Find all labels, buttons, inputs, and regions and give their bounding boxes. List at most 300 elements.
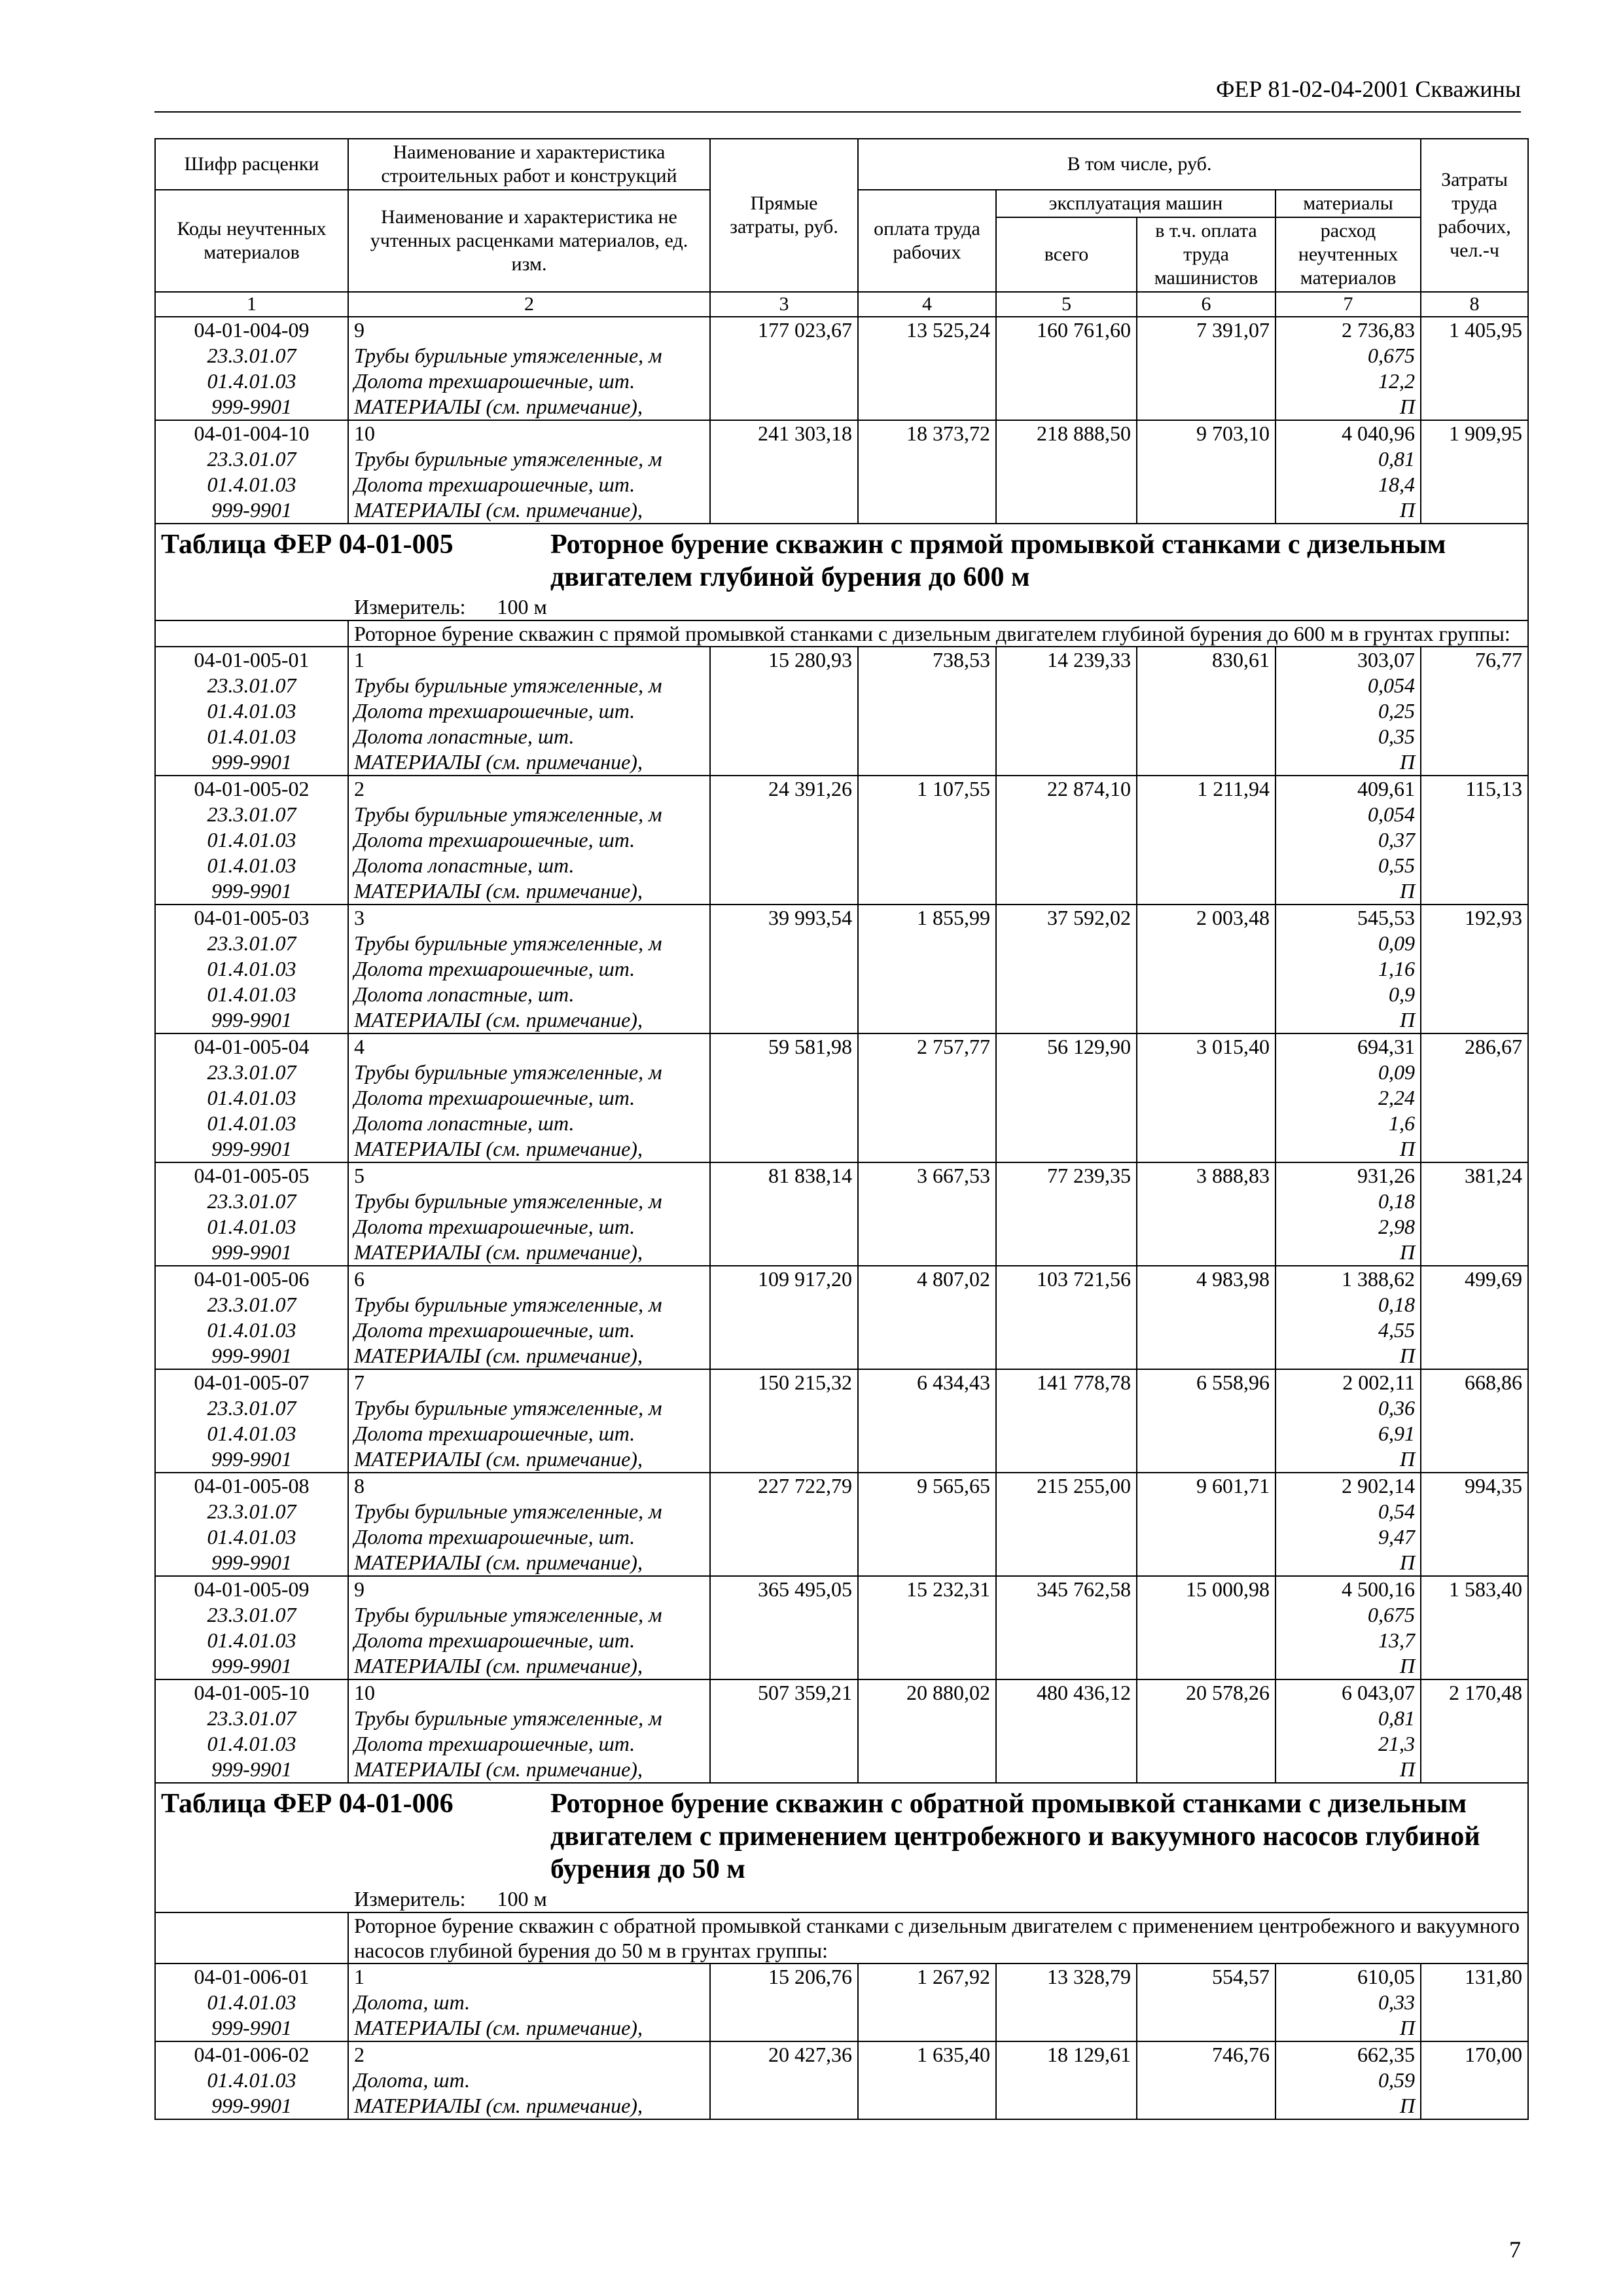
empty-cell: [1137, 497, 1275, 524]
empty-cell: [996, 1524, 1137, 1550]
material-amount: 6,91: [1275, 1421, 1421, 1446]
labor-pay: 1 635,40: [858, 2041, 996, 2068]
material-code: 01.4.01.03: [155, 1628, 348, 1653]
material-amount: 0,36: [1275, 1395, 1421, 1421]
material-code: 01.4.01.03: [155, 1111, 348, 1136]
machines-total: 218 888,50: [996, 420, 1137, 446]
header-direct-costs: Прямые затраты, руб.: [710, 139, 858, 292]
material-code: 999-9901: [155, 394, 348, 420]
material-row: [155, 2093, 1528, 2119]
material-code: 01.4.01.03: [155, 1731, 348, 1757]
material-name: МАТЕРИАЛЫ (см. примечание),: [348, 497, 710, 524]
empty-cell: [996, 368, 1137, 394]
material-amount: 0,37: [1275, 827, 1421, 853]
material-row: [155, 1499, 1528, 1524]
direct-costs: 109 917,20: [710, 1266, 858, 1292]
empty-cell: [1137, 1421, 1275, 1446]
empty-cell: [1421, 1007, 1528, 1033]
rate-name: 4: [348, 1033, 710, 1060]
material-amount: П: [1275, 497, 1421, 524]
empty-cell: [996, 2015, 1137, 2041]
empty-cell: [996, 1421, 1137, 1446]
material-row: [155, 1653, 1528, 1679]
empty-cell: [1421, 472, 1528, 497]
empty-cell: [996, 1292, 1137, 1318]
material-row: [155, 368, 1528, 394]
materials-cost: 694,31: [1275, 1033, 1421, 1060]
empty-cell: [1137, 1007, 1275, 1033]
machines-total: 160 761,60: [996, 317, 1137, 343]
rate-code: 04-01-005-02: [155, 776, 348, 802]
machines-total: 13 328,79: [996, 1964, 1137, 1990]
rate-row: [155, 1576, 1528, 1602]
empty-cell: [1137, 2068, 1275, 2093]
material-name: Долота трехшарошечные, шт.: [348, 1421, 710, 1446]
material-amount: П: [1275, 749, 1421, 776]
empty-cell: [996, 2068, 1137, 2093]
empty-cell: [858, 673, 996, 698]
material-row: [155, 1214, 1528, 1240]
empty-cell: [996, 1446, 1137, 1473]
empty-cell: [1421, 497, 1528, 524]
empty-cell: [1421, 1136, 1528, 1162]
labor-pay: 13 525,24: [858, 317, 996, 343]
rate-code: 04-01-004-10: [155, 420, 348, 446]
empty-cell: [996, 1395, 1137, 1421]
empty-cell: [858, 1343, 996, 1369]
material-code: 01.4.01.03: [155, 982, 348, 1007]
empty-cell: [1421, 1628, 1528, 1653]
rate-name: 1: [348, 647, 710, 673]
rate-record: [155, 1369, 1528, 1473]
material-code: 999-9901: [155, 1343, 348, 1369]
material-name: Долота трехшарошечные, шт.: [348, 827, 710, 853]
material-code: 01.4.01.03: [155, 1524, 348, 1550]
material-name: МАТЕРИАЛЫ (см. примечание),: [348, 1007, 710, 1033]
material-row: [155, 802, 1528, 827]
empty-cell: [996, 1318, 1137, 1343]
machinists-pay: 3 888,83: [1137, 1162, 1275, 1189]
material-row: [155, 1602, 1528, 1628]
material-code: 999-9901: [155, 1446, 348, 1473]
empty-cell: [1421, 1189, 1528, 1214]
empty-cell: [1137, 1214, 1275, 1240]
empty-cell: [1421, 1757, 1528, 1783]
rate-row: [155, 1033, 1528, 1060]
materials-cost: 1 388,62: [1275, 1266, 1421, 1292]
material-row: [155, 827, 1528, 853]
empty-cell: [858, 853, 996, 878]
labor-pay: 3 667,53: [858, 1162, 996, 1189]
empty-cell: [710, 1395, 858, 1421]
header-labor-pay: оплата труда рабочих: [858, 190, 996, 292]
empty-cell: [858, 1706, 996, 1731]
material-code: 01.4.01.03: [155, 472, 348, 497]
rate-name: 6: [348, 1266, 710, 1292]
empty-cell: [1137, 1343, 1275, 1369]
empty-cell: [1137, 1550, 1275, 1576]
machines-total: 18 129,61: [996, 2041, 1137, 2068]
direct-costs: 20 427,36: [710, 2041, 858, 2068]
material-row: [155, 1757, 1528, 1783]
measure-value: 100 м: [497, 595, 547, 619]
materials-cost: 931,26: [1275, 1162, 1421, 1189]
material-row: [155, 446, 1528, 472]
material-name: МАТЕРИАЛЫ (см. примечание),: [348, 878, 710, 905]
empty-cell: [996, 931, 1137, 956]
table-title-block: [161, 528, 1522, 594]
header-labor-costs: Затраты труда рабочих, чел.-ч: [1421, 139, 1528, 292]
machinists-pay: 6 558,96: [1137, 1369, 1275, 1395]
rate-row: [155, 905, 1528, 931]
material-amount: 4,55: [1275, 1318, 1421, 1343]
rate-name: 10: [348, 1679, 710, 1706]
empty-cell: [858, 802, 996, 827]
material-name: Долота, шт.: [348, 2068, 710, 2093]
rate-row: [155, 317, 1528, 343]
empty-cell: [858, 698, 996, 724]
material-amount: 0,054: [1275, 802, 1421, 827]
material-name: МАТЕРИАЛЫ (см. примечание),: [348, 1653, 710, 1679]
empty-cell: [996, 827, 1137, 853]
empty-cell: [710, 1602, 858, 1628]
material-row: [155, 1628, 1528, 1653]
materials-cost: 2 002,11: [1275, 1369, 1421, 1395]
empty-cell: [1421, 724, 1528, 749]
empty-cell: [996, 698, 1137, 724]
header-machines: эксплуатация машин: [996, 190, 1275, 217]
empty-cell: [858, 878, 996, 905]
empty-cell: [1137, 1189, 1275, 1214]
machines-total: 37 592,02: [996, 905, 1137, 931]
material-amount: 0,81: [1275, 1706, 1421, 1731]
empty-cell: [1137, 698, 1275, 724]
direct-costs: 15 206,76: [710, 1964, 858, 1990]
material-row: [155, 878, 1528, 905]
empty-cell: [1137, 1240, 1275, 1266]
empty-cell: [996, 1706, 1137, 1731]
material-amount: П: [1275, 1343, 1421, 1369]
machinists-pay: 746,76: [1137, 2041, 1275, 2068]
empty-cell: [1421, 1731, 1528, 1757]
empty-cell: [1421, 343, 1528, 368]
empty-cell: [1421, 2015, 1528, 2041]
empty-cell: [858, 472, 996, 497]
empty-cell: [710, 698, 858, 724]
labor-costs: 286,67: [1421, 1033, 1528, 1060]
empty-cell: [858, 1731, 996, 1757]
rate-code: 04-01-005-10: [155, 1679, 348, 1706]
rate-record: [155, 1266, 1528, 1369]
direct-costs: 24 391,26: [710, 776, 858, 802]
material-name: МАТЕРИАЛЫ (см. примечание),: [348, 2093, 710, 2119]
table-caption: Роторное бурение скважин с обратной промывкой станками с дизельным двигателем с применением центробежного и вакуумного насосов глубиной бурения до 50 м: [550, 1789, 1480, 1884]
empty-cell: [1421, 956, 1528, 982]
material-name: Долота лопастные, шт.: [348, 982, 710, 1007]
material-code: 01.4.01.03: [155, 1421, 348, 1446]
empty-cell: [1137, 472, 1275, 497]
material-row: [155, 1550, 1528, 1576]
rate-row: [155, 1679, 1528, 1706]
labor-costs: 1 405,95: [1421, 317, 1528, 343]
material-row: [155, 698, 1528, 724]
material-row: [155, 2068, 1528, 2093]
material-name: Долота трехшарошечные, шт.: [348, 1085, 710, 1111]
material-amount: 0,33: [1275, 1990, 1421, 2015]
table-intro-text: Роторное бурение скважин с обратной промывкой станками с дизельным двигателем с применением центробежного и вакуумного насосов глубиной бурения до 50 м в грунтах группы:: [348, 1912, 1528, 1964]
material-code: 23.3.01.07: [155, 1499, 348, 1524]
measure-label: Измеритель:: [354, 1887, 466, 1910]
empty-cell: [1421, 1111, 1528, 1136]
material-code: 01.4.01.03: [155, 698, 348, 724]
material-row: [155, 1446, 1528, 1473]
empty-cell: [996, 1628, 1137, 1653]
rate-name: 5: [348, 1162, 710, 1189]
empty-cell: [710, 878, 858, 905]
material-row: [155, 749, 1528, 776]
empty-cell: [710, 368, 858, 394]
material-name: Трубы бурильные утяжеленные, м: [348, 1499, 710, 1524]
material-name: Трубы бурильные утяжеленные, м: [348, 343, 710, 368]
material-code: 999-9901: [155, 2015, 348, 2041]
empty-cell: [710, 1990, 858, 2015]
materials-cost: 2 736,83: [1275, 317, 1421, 343]
machines-total: 77 239,35: [996, 1162, 1137, 1189]
table-section: [155, 1783, 1528, 1964]
material-amount: 2,98: [1275, 1214, 1421, 1240]
material-amount: П: [1275, 394, 1421, 420]
empty-cell: [710, 1318, 858, 1343]
empty-cell: [710, 1628, 858, 1653]
material-name: МАТЕРИАЛЫ (см. примечание),: [348, 394, 710, 420]
material-row: [155, 724, 1528, 749]
machinists-pay: 3 015,40: [1137, 1033, 1275, 1060]
empty-cell: [858, 1292, 996, 1318]
empty-cell: [710, 1524, 858, 1550]
empty-cell: [710, 1292, 858, 1318]
empty-cell: [1137, 1085, 1275, 1111]
rate-code: 04-01-005-01: [155, 647, 348, 673]
empty-cell: [155, 620, 348, 647]
machinists-pay: 15 000,98: [1137, 1576, 1275, 1602]
material-name: Долота трехшарошечные, шт.: [348, 1628, 710, 1653]
empty-cell: [996, 472, 1137, 497]
material-row: [155, 1731, 1528, 1757]
material-code: 23.3.01.07: [155, 1395, 348, 1421]
empty-cell: [858, 931, 996, 956]
material-name: Долота лопастные, шт.: [348, 853, 710, 878]
machinists-pay: 554,57: [1137, 1964, 1275, 1990]
material-code: 999-9901: [155, 1136, 348, 1162]
empty-cell: [996, 749, 1137, 776]
rate-code: 04-01-005-04: [155, 1033, 348, 1060]
material-name: Долота трехшарошечные, шт.: [348, 1318, 710, 1343]
empty-cell: [858, 724, 996, 749]
empty-cell: [1421, 1499, 1528, 1524]
empty-cell: [1421, 1240, 1528, 1266]
rate-row: [155, 420, 1528, 446]
rate-row: [155, 1473, 1528, 1499]
empty-cell: [1421, 827, 1528, 853]
empty-cell: [858, 749, 996, 776]
rate-record: [155, 647, 1528, 776]
rate-name: 2: [348, 776, 710, 802]
empty-cell: [1137, 1653, 1275, 1679]
direct-costs: 81 838,14: [710, 1162, 858, 1189]
material-amount: 13,7: [1275, 1628, 1421, 1653]
empty-cell: [710, 1421, 858, 1446]
materials-cost: 6 043,07: [1275, 1679, 1421, 1706]
labor-pay: 9 565,65: [858, 1473, 996, 1499]
direct-costs: 177 023,67: [710, 317, 858, 343]
empty-cell: [710, 1653, 858, 1679]
material-code: 01.4.01.03: [155, 1318, 348, 1343]
empty-cell: [1137, 1446, 1275, 1473]
header-materials: материалы: [1275, 190, 1421, 217]
empty-cell: [996, 1731, 1137, 1757]
rate-code: 04-01-006-02: [155, 2041, 348, 2068]
empty-cell: [1137, 1499, 1275, 1524]
material-row: [155, 2015, 1528, 2041]
material-amount: 0,54: [1275, 1499, 1421, 1524]
material-code: 23.3.01.07: [155, 1602, 348, 1628]
empty-cell: [1421, 1292, 1528, 1318]
empty-cell: [1137, 2015, 1275, 2041]
rate-row: [155, 1964, 1528, 1990]
material-amount: 0,18: [1275, 1189, 1421, 1214]
labor-costs: 2 170,48: [1421, 1679, 1528, 1706]
material-row: [155, 472, 1528, 497]
rate-name: 2: [348, 2041, 710, 2068]
labor-costs: 381,24: [1421, 1162, 1528, 1189]
labor-pay: 20 880,02: [858, 1679, 996, 1706]
empty-cell: [858, 1524, 996, 1550]
empty-cell: [1421, 1060, 1528, 1085]
rate-record: [155, 1162, 1528, 1266]
machines-total: 56 129,90: [996, 1033, 1137, 1060]
labor-costs: 76,77: [1421, 647, 1528, 673]
material-row: [155, 1421, 1528, 1446]
labor-costs: 994,35: [1421, 1473, 1528, 1499]
empty-cell: [1421, 802, 1528, 827]
machines-total: 103 721,56: [996, 1266, 1137, 1292]
empty-cell: [155, 1912, 348, 1964]
material-code: 01.4.01.03: [155, 853, 348, 878]
empty-cell: [1137, 827, 1275, 853]
material-code: 999-9901: [155, 1757, 348, 1783]
material-name: Трубы бурильные утяжеленные, м: [348, 1189, 710, 1214]
material-code: 999-9901: [155, 1007, 348, 1033]
column-number: 5: [996, 292, 1137, 317]
rate-code: 04-01-005-03: [155, 905, 348, 931]
empty-cell: [710, 1240, 858, 1266]
table-title-block: [161, 1787, 1522, 1886]
material-code: 23.3.01.07: [155, 673, 348, 698]
machines-total: 215 255,00: [996, 1473, 1137, 1499]
material-name: МАТЕРИАЛЫ (см. примечание),: [348, 749, 710, 776]
empty-cell: [710, 1550, 858, 1576]
direct-costs: 365 495,05: [710, 1576, 858, 1602]
material-row: [155, 1136, 1528, 1162]
empty-cell: [996, 1757, 1137, 1783]
empty-cell: [858, 1446, 996, 1473]
material-code: 999-9901: [155, 749, 348, 776]
empty-cell: [710, 472, 858, 497]
empty-cell: [996, 673, 1137, 698]
material-name: МАТЕРИАЛЫ (см. примечание),: [348, 1446, 710, 1473]
empty-cell: [1421, 446, 1528, 472]
empty-cell: [1421, 1706, 1528, 1731]
material-name: МАТЕРИАЛЫ (см. примечание),: [348, 1136, 710, 1162]
empty-cell: [996, 1990, 1137, 2015]
rate-name: 9: [348, 1576, 710, 1602]
rate-code: 04-01-004-09: [155, 317, 348, 343]
material-code: 23.3.01.07: [155, 931, 348, 956]
rate-name: 10: [348, 420, 710, 446]
material-code: 01.4.01.03: [155, 368, 348, 394]
empty-cell: [1137, 1524, 1275, 1550]
material-amount: П: [1275, 2093, 1421, 2119]
material-row: [155, 982, 1528, 1007]
material-row: [155, 853, 1528, 878]
empty-cell: [1421, 1446, 1528, 1473]
header-work-name: Наименование и характеристика строительных работ и конструкций: [348, 139, 710, 190]
empty-cell: [1137, 956, 1275, 982]
material-name: Трубы бурильные утяжеленные, м: [348, 446, 710, 472]
machinists-pay: 4 983,98: [1137, 1266, 1275, 1292]
rate-name: 8: [348, 1473, 710, 1499]
material-code: 23.3.01.07: [155, 1189, 348, 1214]
direct-costs: 241 303,18: [710, 420, 858, 446]
empty-cell: [996, 724, 1137, 749]
material-amount: 0,18: [1275, 1292, 1421, 1318]
page-number: 7: [1509, 2236, 1521, 2263]
material-amount: 0,09: [1275, 931, 1421, 956]
material-name: Долота трехшарошечные, шт.: [348, 1731, 710, 1757]
machines-total: 345 762,58: [996, 1576, 1137, 1602]
machinists-pay: 9 703,10: [1137, 420, 1275, 446]
material-code: 01.4.01.03: [155, 2068, 348, 2093]
material-name: Долота трехшарошечные, шт.: [348, 368, 710, 394]
empty-cell: [1137, 446, 1275, 472]
empty-cell: [858, 1757, 996, 1783]
empty-cell: [996, 802, 1137, 827]
empty-cell: [996, 1085, 1137, 1111]
material-amount: 18,4: [1275, 472, 1421, 497]
empty-cell: [858, 1240, 996, 1266]
measure-value: 100 м: [497, 1887, 547, 1910]
empty-cell: [1421, 1085, 1528, 1111]
empty-cell: [996, 446, 1137, 472]
labor-costs: 1 909,95: [1421, 420, 1528, 446]
material-name: Трубы бурильные утяжеленные, м: [348, 802, 710, 827]
empty-cell: [710, 497, 858, 524]
empty-cell: [996, 982, 1137, 1007]
material-code: 999-9901: [155, 2093, 348, 2119]
material-amount: 0,9: [1275, 982, 1421, 1007]
empty-cell: [710, 1136, 858, 1162]
running-header: ФЕР 81-02-04-2001 Скважины: [154, 73, 1521, 113]
material-amount: П: [1275, 1550, 1421, 1576]
material-name: МАТЕРИАЛЫ (см. примечание),: [348, 1757, 710, 1783]
empty-cell: [996, 878, 1137, 905]
rate-row: [155, 1266, 1528, 1292]
empty-cell: [858, 2015, 996, 2041]
empty-cell: [1421, 853, 1528, 878]
material-name: Долота трехшарошечные, шт.: [348, 956, 710, 982]
material-amount: 0,675: [1275, 343, 1421, 368]
empty-cell: [858, 956, 996, 982]
